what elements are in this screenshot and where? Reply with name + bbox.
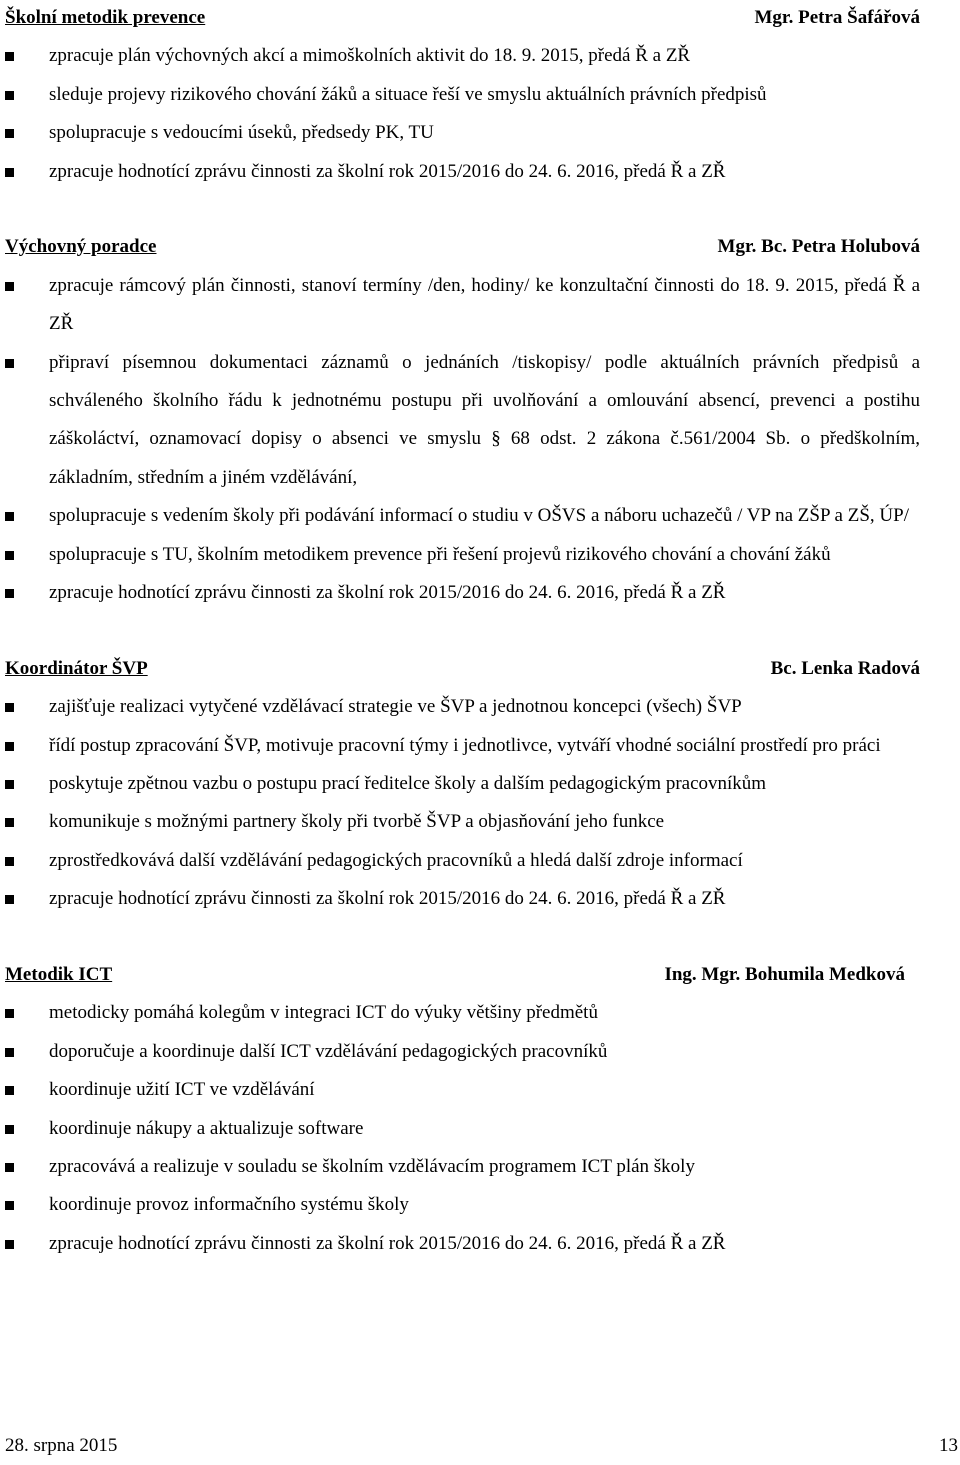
duty-list — [5, 37, 920, 191]
list-item: připraví písemnou dokumentaci záznamů o jednáních /tiskopisy/ podle aktuálních právních předpisů a schváleného školního řádu k jednotnému postupu při uvolňování a omlouvání absencí, prevenci a postihu záškoláctví, oznamovací dopisy o absenci ve smyslu § 68 odst. 2 zákona č.561/2004 Sb. o předškolním, základním, středním a jiném vzdělávání, — [5, 344, 920, 498]
responsible-person: Ing. Mgr. Bohumila Medková — [664, 964, 905, 986]
square-bullet-icon — [5, 168, 14, 177]
list-item: metodicky pomáhá kolegům v integraci ICT do výuky většiny předmětů — [5, 994, 920, 1032]
section-spacer — [5, 612, 920, 650]
square-bullet-icon — [5, 52, 14, 61]
square-bullet-icon — [5, 1125, 14, 1134]
list-item: spolupracuje s vedením školy při podávání informací o studiu v OŠVS a náboru uchazečů / VP na ZŠP a ZŠ, ÚP/ — [5, 497, 920, 535]
section-header — [5, 956, 920, 994]
list-item: zprostředkovává další vzdělávání pedagogických pracovníků a hledá další zdroje informací — [5, 842, 920, 880]
list-item: zpracuje hodnotící zprávu činnosti za školní rok 2015/2016 do 24. 6. 2016, předá Ř a ZŘ — [5, 153, 920, 191]
square-bullet-icon — [5, 1240, 14, 1249]
section-header — [5, 228, 920, 266]
square-bullet-icon — [5, 1086, 14, 1095]
square-bullet-icon — [5, 742, 14, 751]
list-item: sleduje projevy rizikového chování žáků a situace řeší ve smyslu aktuálních právních předpisů — [5, 76, 920, 114]
section-spacer — [5, 191, 920, 229]
section-vychovny-poradce — [5, 228, 920, 612]
list-item: koordinuje nákupy a aktualizuje software — [5, 1110, 920, 1148]
list-item: koordinuje provoz informačního systému školy — [5, 1186, 920, 1224]
footer-date: 28. srpna 2015 — [5, 1435, 118, 1456]
section-header — [5, 650, 920, 688]
list-item: zajišťuje realizaci vytyčené vzdělávací strategie ve ŠVP a jednotnou koncepci (všech) ŠVP — [5, 688, 920, 726]
square-bullet-icon — [5, 1201, 14, 1210]
list-item: zpracuje hodnotící zprávu činnosti za školní rok 2015/2016 do 24. 6. 2016, předá Ř a ZŘ — [5, 880, 920, 918]
section-spacer — [5, 919, 920, 957]
responsible-person: Mgr. Petra Šafářová — [754, 7, 920, 28]
section-title: Výchovný poradce — [5, 236, 157, 258]
list-item: řídí postup zpracování ŠVP, motivuje pracovní týmy i jednotlivce, vytváří vhodné sociální prostředí pro práci — [5, 727, 920, 765]
document-page — [5, 0, 920, 1263]
section-header — [5, 0, 920, 37]
responsible-person: Mgr. Bc. Petra Holubová — [717, 236, 920, 258]
list-item: koordinuje užití ICT ve vzdělávání — [5, 1071, 920, 1109]
square-bullet-icon — [5, 857, 14, 866]
section-title: Metodik ICT — [5, 964, 113, 986]
section-title: Koordinátor ŠVP — [5, 657, 148, 679]
square-bullet-icon — [5, 1009, 14, 1018]
duty-list — [5, 688, 920, 918]
duty-list — [5, 994, 920, 1263]
list-item: poskytuje zpětnou vazbu o postupu prací ředitelce školy a dalším pedagogickým pracovníkům — [5, 765, 920, 803]
square-bullet-icon — [5, 91, 14, 100]
list-item: zpracuje hodnotící zprávu činnosti za školní rok 2015/2016 do 24. 6. 2016, předá Ř a ZŘ — [5, 1225, 920, 1263]
list-item: komunikuje s možnými partnery školy při tvorbě ŠVP a objasňování jeho funkce — [5, 803, 920, 841]
list-item: spolupracuje s vedoucími úseků, předsedy PK, TU — [5, 114, 920, 152]
square-bullet-icon — [5, 1163, 14, 1172]
square-bullet-icon — [5, 1048, 14, 1057]
square-bullet-icon — [5, 589, 14, 598]
list-item: zpracuje hodnotící zprávu činnosti za školní rok 2015/2016 do 24. 6. 2016, předá Ř a ZŘ — [5, 574, 920, 612]
page-footer — [5, 1427, 960, 1465]
duty-list — [5, 267, 920, 613]
list-item: zpracovává a realizuje v souladu se školním vzdělávacím programem ICT plán školy — [5, 1148, 920, 1186]
page-number: 13 — [939, 1435, 958, 1456]
square-bullet-icon — [5, 282, 14, 291]
square-bullet-icon — [5, 359, 14, 368]
section-skolni-metodik-prevence — [5, 0, 920, 191]
list-item: spolupracuje s TU, školním metodikem prevence při řešení projevů rizikového chování a chování žáků — [5, 536, 920, 574]
list-item: zpracuje rámcový plán činnosti, stanoví termíny /den, hodiny/ ke konzultační činnosti do 18. 9. 2015, předá Ř a ZŘ — [5, 267, 920, 344]
responsible-person: Bc. Lenka Radová — [770, 657, 920, 679]
square-bullet-icon — [5, 551, 14, 560]
section-title: Školní metodik prevence — [5, 7, 206, 28]
list-item: doporučuje a koordinuje další ICT vzdělávání pedagogických pracovníků — [5, 1033, 920, 1071]
square-bullet-icon — [5, 895, 14, 904]
square-bullet-icon — [5, 780, 14, 789]
list-item: zpracuje plán výchovných akcí a mimoškolních aktivit do 18. 9. 2015, předá Ř a ZŘ — [5, 37, 920, 75]
square-bullet-icon — [5, 129, 14, 138]
square-bullet-icon — [5, 703, 14, 712]
square-bullet-icon — [5, 818, 14, 827]
square-bullet-icon — [5, 512, 14, 521]
section-metodik-ict — [5, 956, 920, 1263]
section-koordinator-svp — [5, 650, 920, 919]
